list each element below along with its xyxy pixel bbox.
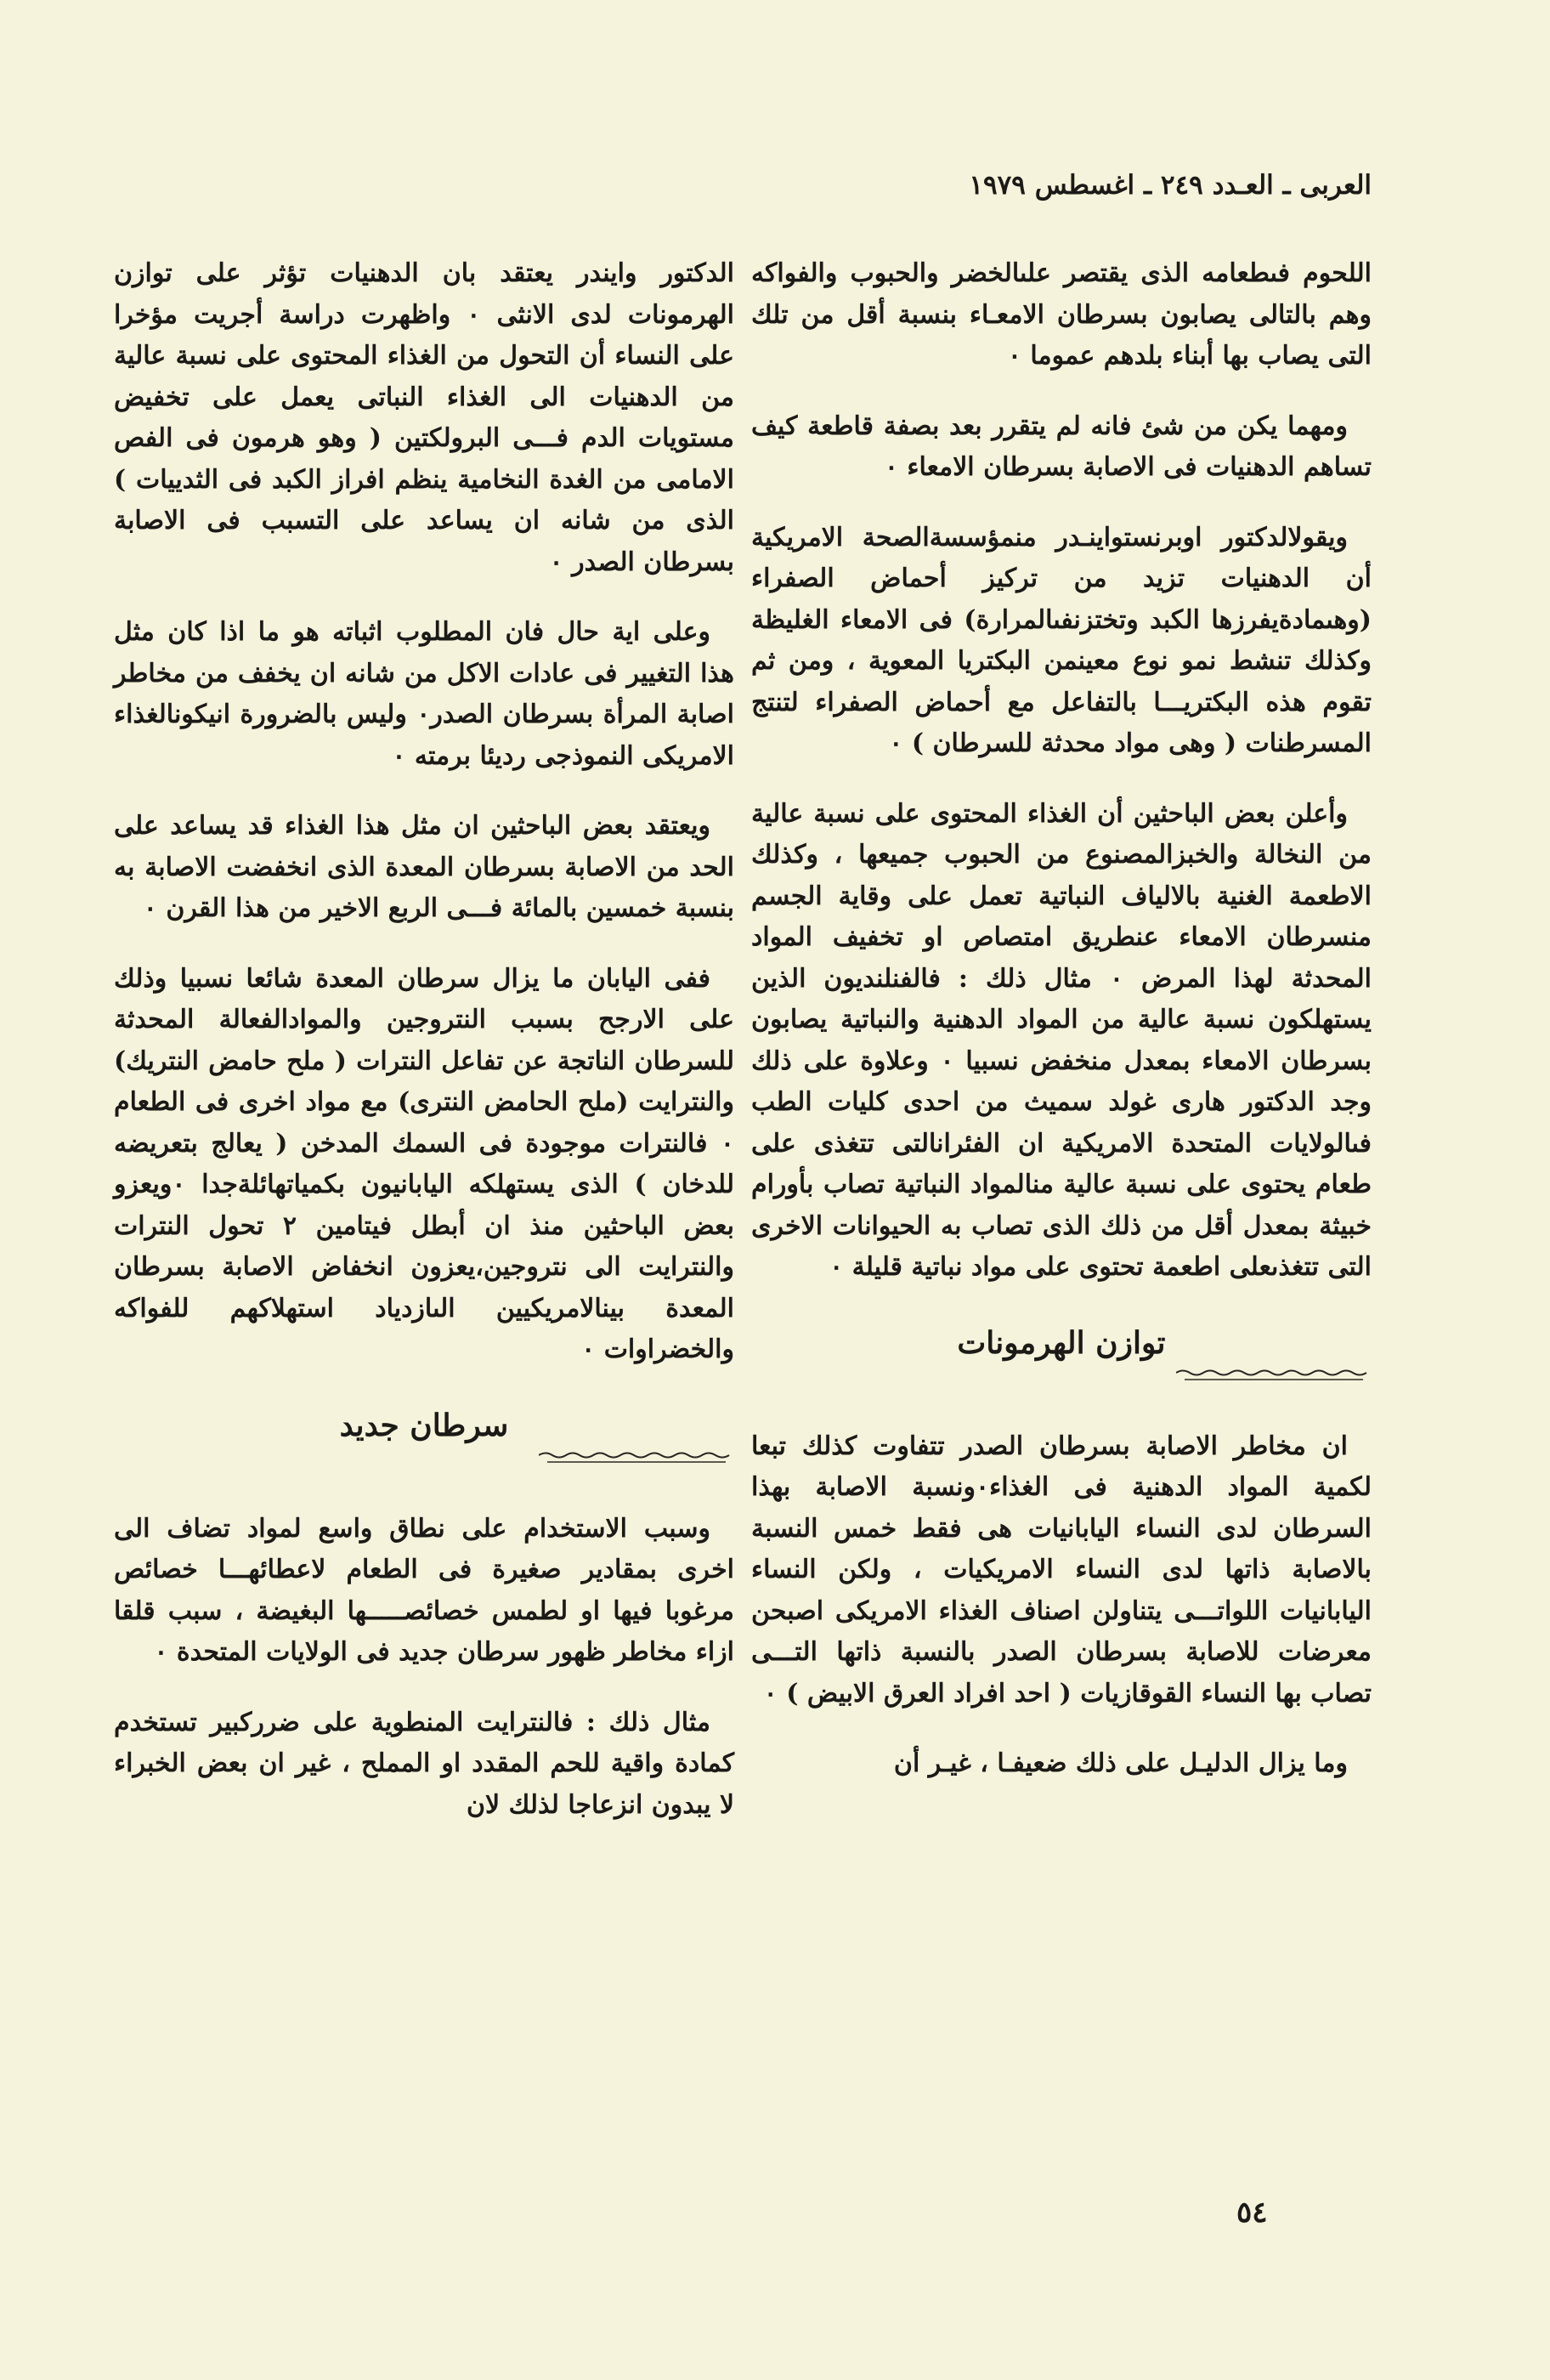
paragraph: ان مخاطر الاصابة بسرطان الصدر تتفاوت كذلك تبعا لكمية المواد الدهنية فى الغذاء٠ونسبة الاصابة بهذا السرطان لدى النساء اليابانيات هى فقط خمس النسبة بالاصابة ذاتها لدى النساء الامريكيات ، ولكن النساء اليابانيات اللواتـــى يتناولن اصناف الغذاء الامريكى اصبحن معرضات للاصابة بسرطان الصدر بالنسبة ذاتها التـــى تصاب بها النساء القوقازيات ( احد افراد العرق الابيض ) ٠ xyxy=(751,1431,1372,1708)
section-heading: سرطان جديد xyxy=(339,1407,509,1443)
heading-underline xyxy=(1176,1368,1372,1384)
section-heading: توازن الهرمونات xyxy=(957,1324,1166,1361)
paragraph: وأعلن بعض الباحثين أن الغذاء المحتوى على نسبة عالية من النخالة والخبزالمصنوع من الحبوب جميعها ، وكذلك الاطعمة الغنية بالالياف النباتية تعمل على وقاية الجسم منسرطان الامعاء عنطريق امتصاص او تخفيف المواد المحدثة لهذا المرض ٠ مثال ذلك : فالفنلنديون الذين يستهلكون نسبة عالية من المواد الدهنية والنباتية يصابون بسرطان الامعاء بمعدل منخفض نسبيا ٠ وعلاوة على ذلك وجد الدكتور هارى غولد سميث من احدى كليات الطب فىالولايات المتحدة الامريكية ان الفئرانالتى تتغذى على طعام يحتوى على نسبة عالية منالمواد النباتية تصاب بأورام خبيثة بمعدل أقل من ذلك الذى تصاب به الحيوانات الاخرى التى تتغذىعلى اطعمة تحتوى على مواد نباتية قليلة ٠ xyxy=(751,798,1372,1282)
paragraph: مثال ذلك : فالنترايت المنطوية على ضرركبير تستخدم كمادة واقية للحم المقدد او المملح ، غير ان بعض الخبراء لا يبدون انزعاجا لذلك لان xyxy=(114,1707,734,1820)
paragraph: وعلى اية حال فان المطلوب اثباته هو ما اذا كان مثل هذا التغيير فى عادات الاكل من شانه ان يخفف من مخاطر اصابة المرأة بسرطان الصدر٠ وليس بالضرورة انيكونالغذاء الامريكى النموذجى رديئا برمته ٠ xyxy=(114,617,734,771)
paragraph: ففى اليابان ما يزال سرطان المعدة شائعا نسبيا وذلك على الارجح بسبب النتروجين والموادالفعالة المحدثة للسرطان الناتجة عن تفاعل النترات ( ملح حامض النتريك) والنترايت (ملح الحامض النترى) مع مواد اخرى فى الطعام ٠ فالنترات موجودة فى السمك المدخن ( يعالج بتعريضه للدخان ) الذى يستهلكه اليابانيون بكمياتهائلةجدا ٠ويعزو بعض الباحثين منذ ان أبطل فيتامين ٢ تحول النترات والنترايت الى نتروجين،يعزون انخفاض الاصابة بسرطان المعدة بينالامريكيين الىازدياد استهلاكهم للفواكه والخضراوات ٠ xyxy=(114,963,734,1364)
paragraph: ومهما يكن من شئ فانه لم يتقرر بعد بصفة قاطعة كيف تساهم الدهنيات فى الاصابة بسرطان الامعاء ٠ xyxy=(751,411,1372,482)
paragraph: اللحوم فىطعامه الذى يقتصر علىالخضر والحبوب والفواكه وهم بالتالى يصابون بسرطان الامعـاء بنسبة أقل من تلك التى يصاب بها أبناء بلدهم عموما ٠ xyxy=(751,258,1372,371)
paragraph: ويعتقد بعض الباحثين ان مثل هذا الغذاء قد يساعد على الحد من الاصابة بسرطان المعدة الذى انخفضت الاصابة به بنسبة خمسين بالمائة فـــى الربع الاخير من هذا القرن ٠ xyxy=(114,811,734,923)
page-number: ٥٤ xyxy=(1236,2196,1268,2230)
paragraph: الدكتور وايندر يعتقد بان الدهنيات تؤثر على توازن الهرمونات لدى الانثى ٠ واظهرت دراسة أجريت مؤخرا على النساء أن التحول من الغذاء المحتوى على نسبة عالية من الدهنيات الى الغذاء النباتى يعمل على تخفيض مستويات الدم فـــى البرولكتين ( وهو هرمون فى الفص الامامى من الغدة النخامية ينظم افراز الكبد فى الثدييات ) الذى من شانه ان يساعد على التسبب فى الاصابة بسرطان الصدر ٠ xyxy=(114,258,734,577)
left-column xyxy=(114,253,734,1855)
paragraph: وما يزال الدليـل على ذلك ضعيفـا ، غيـر أن xyxy=(893,1748,1348,1778)
paragraph: وسبب الاستخدام على نطاق واسع لمواد تضاف الى اخرى بمقادير صغيرة فى الطعام لاعطائهـــا خصائص مرغوبا فيها او لطمس خصائصـــــها البغيضة ، سبب قلقا ازاء مخاطر ظهور سرطان جديد فى الولايات المتحدة ٠ xyxy=(114,1513,734,1667)
right-column xyxy=(751,253,1372,1814)
paragraph: ويقولالدكتور اوبرنستواينـدر منمؤسسةالصحة الامريكية أن الدهنيات تزيد من تركيز أحماض الصفراء (وهىمادةيفرزها الكبد وتختزنفىالمرارة) فى الامعاء الغليظة وكذلك تنشط نمو نوع معينمن البكتريا المعوية ، ومن ثم تقوم هذه البكتريـــا بالتفاعل مع أحماض الصفراء لتنتج المسرطنات ( وهى مواد محدثة للسرطان ) ٠ xyxy=(751,522,1372,758)
heading-underline xyxy=(539,1451,734,1466)
running-head: العربى ـ العـدد ٢٤٩ ـ اغسطس ١٩٧٩ xyxy=(969,170,1372,201)
